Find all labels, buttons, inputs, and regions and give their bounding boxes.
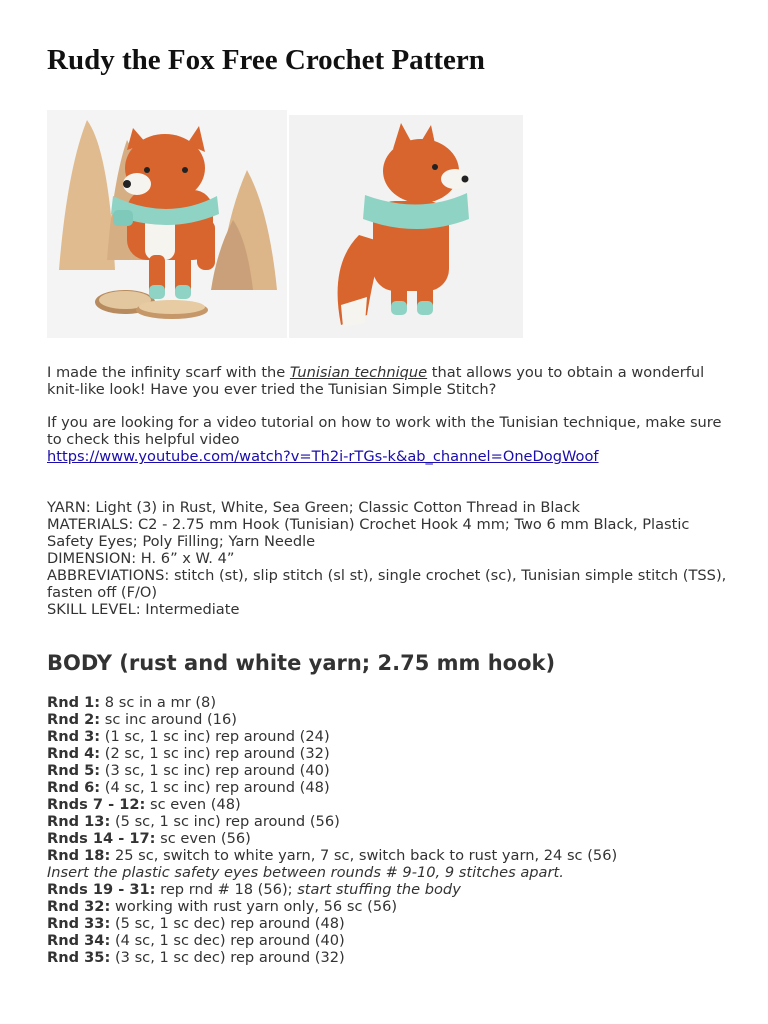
round-row <box>47 745 747 762</box>
round-instruction: (5 sc, 1 sc dec) rep around (48) <box>110 915 345 932</box>
round-row <box>47 779 747 796</box>
round-instruction: (3 sc, 1 sc dec) rep around (32) <box>110 949 345 966</box>
round-label: Rnd 18: <box>47 847 111 864</box>
section-heading-body: BODY (rust and white yarn; 2.75 mm hook) <box>47 651 556 675</box>
spec-skill-level: SKILL LEVEL: Intermediate <box>47 601 240 618</box>
round-instruction: sc even (56) <box>155 830 251 847</box>
intro-text-start: I made the infinity scarf with the <box>47 364 290 381</box>
round-row <box>47 711 747 728</box>
round-instruction: sc inc around (16) <box>100 711 237 728</box>
round-label: Rnds 7 - 12: <box>47 796 146 813</box>
intro-paragraph-tunisian <box>47 364 737 398</box>
note-text: Insert the plastic safety eyes between rounds # 9-10, 9 stitches apart. <box>47 864 564 881</box>
round-label: Rnd 35: <box>47 949 111 966</box>
tunisian-technique-link[interactable]: Tunisian technique <box>289 364 428 381</box>
fox-front-illustration <box>47 110 287 338</box>
round-instruction: rep rnd # 18 (56); <box>155 881 298 898</box>
round-label: Rnd 2: <box>47 711 101 728</box>
pattern-specs <box>47 499 737 618</box>
photo-strip <box>47 110 523 338</box>
round-row <box>47 898 747 915</box>
spec-materials: MATERIALS: C2 - 2.75 mm Hook (Tunisian) Crochet Hook 4 mm; Two 6 mm Black, Plastic Safety Eyes; Poly Filling; Yarn Needle <box>47 516 690 550</box>
intro-text-end: that allows you to obtain a wonderful knit-like look! Have you ever tried the Tunisian Simple Stitch? <box>47 364 705 398</box>
round-row <box>47 796 747 813</box>
fox-photo-front <box>47 110 287 338</box>
round-instruction: (1 sc, 1 sc inc) rep around (24) <box>100 728 330 745</box>
round-row <box>47 762 747 779</box>
round-row <box>47 847 747 864</box>
round-label: Rnd 33: <box>47 915 111 932</box>
spec-dimension: DIMENSION: H. 6” x W. 4” <box>47 550 235 567</box>
round-label: Rnd 5: <box>47 762 101 779</box>
round-row <box>47 813 747 830</box>
round-italic-note: start stuffing the body <box>297 881 461 898</box>
round-row <box>47 949 747 966</box>
round-row <box>47 915 747 932</box>
round-row <box>47 830 747 847</box>
round-label: Rnd 6: <box>47 779 101 796</box>
round-row <box>47 694 747 711</box>
spec-yarn: YARN: Light (3) in Rust, White, Sea Green; Classic Cotton Thread in Black <box>47 499 580 516</box>
fox-photo-side <box>289 115 523 338</box>
round-instruction: (5 sc, 1 sc inc) rep around (56) <box>110 813 340 830</box>
round-instruction: 8 sc in a mr (8) <box>100 694 217 711</box>
round-row <box>47 728 747 745</box>
round-instruction: 25 sc, switch to white yarn, 7 sc, switch back to rust yarn, 24 sc (56) <box>110 847 618 864</box>
round-label: Rnds 19 - 31: <box>47 881 156 898</box>
round-list <box>47 694 747 966</box>
youtube-video-link[interactable]: https://www.youtube.com/watch?v=Th2i-rTGs-k&ab_channel=OneDogWoof <box>47 448 599 465</box>
round-label: Rnd 4: <box>47 745 101 762</box>
round-label: Rnd 34: <box>47 932 111 949</box>
intro-paragraph-video <box>47 414 737 465</box>
round-instruction: working with rust yarn only, 56 sc (56) <box>110 898 398 915</box>
round-label: Rnd 32: <box>47 898 111 915</box>
round-label: Rnd 3: <box>47 728 101 745</box>
round-label: Rnd 1: <box>47 694 101 711</box>
video-intro-text: If you are looking for a video tutorial on how to work with the Tunisian technique, make sure to check this helpful video <box>47 414 722 448</box>
round-instruction: (2 sc, 1 sc inc) rep around (32) <box>100 745 330 762</box>
round-instruction: (3 sc, 1 sc inc) rep around (40) <box>100 762 330 779</box>
round-row <box>47 932 747 949</box>
instruction-note <box>47 864 747 881</box>
round-instruction: sc even (48) <box>145 796 241 813</box>
round-label: Rnd 13: <box>47 813 111 830</box>
round-instruction: (4 sc, 1 sc inc) rep around (48) <box>100 779 330 796</box>
spec-abbreviations: ABBREVIATIONS: stitch (st), slip stitch (sl st), single crochet (sc), Tunisian simple stitch (TSS), fasten off (F/O) <box>47 567 727 601</box>
round-label: Rnds 14 - 17: <box>47 830 156 847</box>
page-title: Rudy the Fox Free Crochet Pattern <box>47 44 485 76</box>
round-row <box>47 881 747 898</box>
round-instruction: (4 sc, 1 sc dec) rep around (40) <box>110 932 345 949</box>
fox-side-illustration <box>289 115 523 338</box>
